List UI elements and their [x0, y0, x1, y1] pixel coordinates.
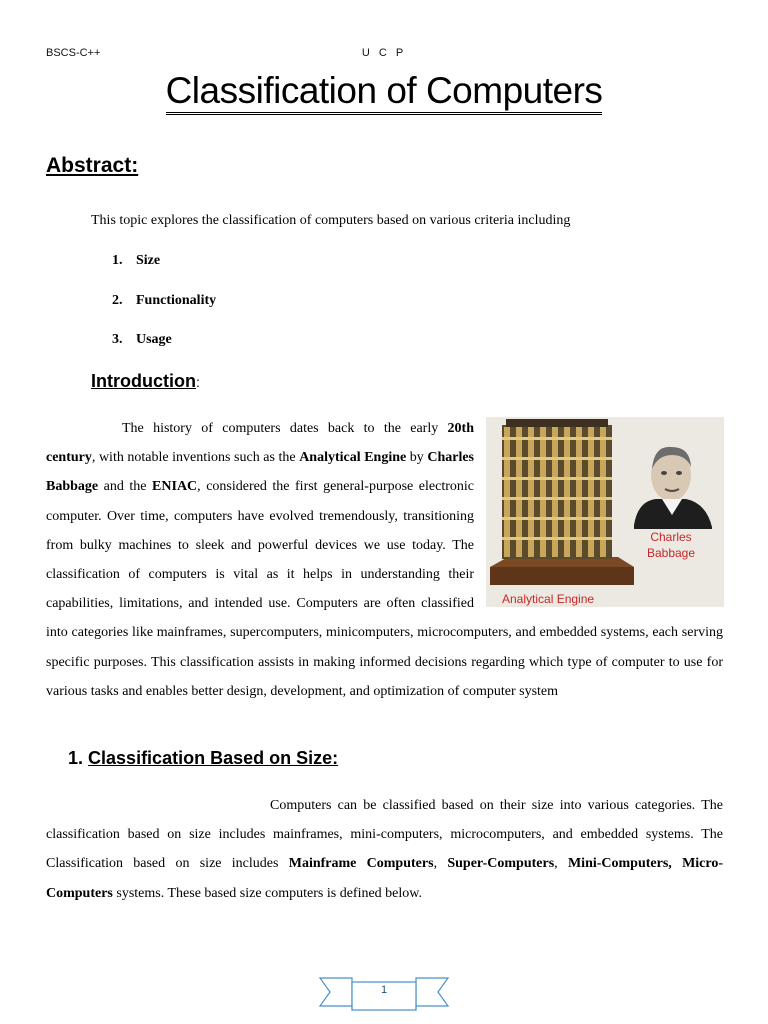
intro-bold-4: ENIAC	[152, 479, 198, 495]
introduction-heading-text: Introduction	[91, 371, 196, 391]
abstract-text: This topic explores the classification of computers based on various criteria including	[91, 213, 571, 228]
size-section-heading	[68, 748, 338, 769]
criteria-list	[112, 251, 216, 370]
introduction-paragraph	[46, 414, 723, 706]
intro-text-4: and the	[98, 479, 153, 495]
intro-text-5: , considered the first general-purpose electronic computer. Over time, computers have evolved tremendously, transitioning from bulky machines to sleek and powerful devices we use today. The classification of computers is vital as it helps in understanding their capabilities, limitations, and intended use. Computers are often classified into categories like mainframes, supercomputers, minicomputers, microcomputers, and embedded systems, each serving specific purposes. This classification assists in making informed decisions regarding which type of computer to use for various tasks and enables better design, development, and optimization of computer system	[46, 479, 723, 699]
intro-bold-1: 20th century	[46, 421, 474, 466]
list-item-label: Size	[136, 253, 161, 268]
size-section-paragraph	[46, 791, 723, 908]
list-item-label: Usage	[136, 332, 172, 347]
size-bold-3: Mini-Computers, Micro-Computers	[46, 856, 724, 901]
document-title-text: Classification of Computers	[166, 70, 603, 115]
abstract-heading: Abstract:	[46, 154, 139, 177]
size-text-3: ,	[554, 856, 568, 872]
list-item	[112, 330, 216, 370]
size-bold-2: Super-Computers	[447, 856, 555, 872]
list-item	[112, 251, 216, 291]
size-text-2: ,	[433, 856, 448, 872]
introduction-heading	[91, 371, 200, 392]
analytical-engine-figure	[486, 417, 724, 607]
size-text-4: systems. These based size computers is defined below.	[112, 885, 422, 901]
size-bold-1: Mainframe Computers	[288, 856, 434, 872]
list-item-number: 2.	[112, 292, 123, 308]
figure-label-machine: Analytical Engine	[502, 592, 595, 606]
analytical-engine-illustration	[486, 417, 724, 607]
size-section-number: 1.	[68, 748, 84, 768]
intro-text-2: , with notable inventions such as the	[91, 450, 300, 466]
page-number: 1	[380, 984, 388, 996]
document-title	[0, 68, 768, 114]
size-section-title: Classification Based on Size:	[88, 748, 339, 768]
intro-bold-3: Charles Babbage	[46, 450, 475, 495]
list-item-number: 3.	[112, 332, 123, 347]
intro-text-3: by	[406, 450, 428, 466]
list-item-label: Functionality	[136, 292, 217, 308]
list-item	[112, 291, 216, 331]
page-footer	[318, 972, 450, 1012]
list-item-number: 1.	[112, 253, 123, 268]
header-course: BSCS-C++	[46, 47, 101, 59]
header-institution: U C P	[361, 47, 407, 59]
introduction-heading-colon: :	[195, 374, 200, 390]
size-text-1: Computers can be classified based on their size into various categories. The classification based on size includes mainframes, mini-computers, microcomputers, and embedded systems. The Classification based on size includes	[46, 798, 723, 872]
intro-bold-2: Analytical Engine	[299, 450, 407, 466]
figure-label-person: Charles Babbage	[646, 530, 696, 560]
intro-text-1: The history of computers dates back to the early	[122, 421, 448, 436]
